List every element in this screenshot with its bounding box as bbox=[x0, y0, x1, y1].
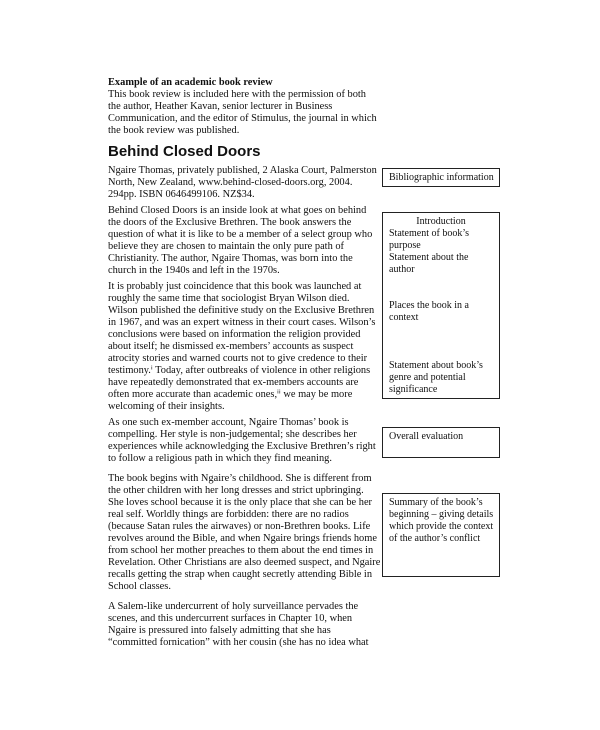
intro-note-line: Communication, and the editor of Stimulus, the journal in which bbox=[108, 113, 377, 124]
paragraph-line: question of what it is like to be a member of a select group who bbox=[108, 229, 373, 240]
note-line bbox=[389, 336, 499, 348]
paragraph-line: She loves school because it is the only place that she can be her bbox=[108, 497, 373, 508]
paragraph-line: School classes. bbox=[108, 581, 171, 592]
paragraph-line: real self. Worldly things are forbidden: there are no radios bbox=[108, 509, 349, 520]
note-line: beginning – giving details bbox=[389, 509, 494, 520]
note-overall-text: Overall evaluation bbox=[389, 431, 464, 442]
note-bibliographic-text: Bibliographic information bbox=[389, 172, 494, 183]
body-paragraph bbox=[108, 473, 408, 593]
body-paragraph bbox=[108, 601, 408, 649]
paragraph-line: The book begins with Ngaire’s childhood. She is different from bbox=[108, 473, 372, 484]
bibliographic-paragraph bbox=[108, 165, 408, 201]
paragraph-line: have repeatedly demonstrated that ex-members accounts are bbox=[108, 377, 359, 388]
paragraph-line: “committed fornication” with her cousin (she has no idea what bbox=[108, 637, 369, 648]
note-bibliographic bbox=[382, 168, 500, 187]
note-overall-evaluation bbox=[382, 427, 500, 458]
intro-note-line: the author, Heather Kavan, senior lecturer in Business bbox=[108, 101, 333, 112]
note-line: which provide the context bbox=[389, 521, 494, 532]
paragraph-line: about itself; he dismissed ex-members’ accounts as suspect bbox=[108, 341, 354, 352]
paragraph-line: (because Satan rules the airwaves) or non-Brethren books. Life bbox=[108, 521, 371, 532]
note-line bbox=[389, 276, 499, 288]
paragraph-line: church in the 1940s and left in the 1970s. bbox=[108, 265, 280, 276]
note-summary bbox=[382, 493, 500, 577]
paragraph-line: 294pp. ISBN 0646499106. NZ$34. bbox=[108, 189, 255, 200]
intro-note-line: the book review was published. bbox=[108, 125, 240, 136]
paragraph-line: conclusions were based on information the religion provided bbox=[108, 329, 361, 340]
note-line: Places the book in a bbox=[389, 300, 469, 311]
paragraph-line: It is probably just coincidence that this book was launched at bbox=[108, 281, 362, 292]
body-paragraph bbox=[108, 281, 408, 413]
paragraph-line: compelling. Her style is non-judgemental; she describes her bbox=[108, 429, 357, 440]
note-line: purpose bbox=[389, 240, 421, 251]
note-introduction bbox=[382, 212, 500, 399]
paragraph-line: Christianity. The author, Ngaire Thomas, was born into the bbox=[108, 253, 353, 264]
paragraph-line: atrocity stories and warned courts not to give credence to their bbox=[108, 353, 368, 364]
note-line: Statement of book’s bbox=[389, 228, 469, 239]
note-line: genre and potential bbox=[389, 372, 466, 383]
note-line bbox=[389, 324, 499, 336]
note-introduction-heading: Introduction bbox=[416, 216, 466, 227]
paragraph-line: As one such ex-member account, Ngaire Thomas’ book is bbox=[108, 417, 349, 428]
note-line: significance bbox=[389, 384, 438, 395]
note-line bbox=[389, 288, 499, 300]
paragraph-line: scenes, and this undercurrent surfaces in Chapter 10, when bbox=[108, 613, 353, 624]
note-line: Summary of the book’s bbox=[389, 497, 483, 508]
note-line: Statement about the bbox=[389, 252, 469, 263]
paragraph-line: recalls getting the strap when caught secretly attending Bible in bbox=[108, 569, 373, 580]
paragraph-line: revolves around the Bible, and when Ngaire brings friends home bbox=[108, 533, 377, 544]
paragraph-line: believe they are chosen to maintain the only pure path of bbox=[108, 241, 345, 252]
paragraph-line: to follow a religious path in which they find meaning. bbox=[108, 453, 332, 464]
paragraph-line: the other children with her long dresses and strict upbringing. bbox=[108, 485, 364, 496]
body-paragraph bbox=[108, 205, 408, 277]
paragraph-line: welcoming of their insights. bbox=[108, 401, 225, 412]
paragraph-line: testimony.ⁱ Today, after outbreaks of violence in other religions bbox=[108, 365, 371, 376]
intro-note bbox=[108, 77, 408, 136]
paragraph-line: A Salem-like undercurrent of holy surveillance pervades the bbox=[108, 601, 359, 612]
note-line: author bbox=[389, 264, 415, 275]
intro-heading: Example of an academic book review bbox=[108, 77, 273, 88]
note-line: of the author’s conflict bbox=[389, 533, 481, 544]
paragraph-line: Wilson published the definitive study on the Exclusive Brethren bbox=[108, 305, 375, 316]
paragraph-line: Ngaire Thomas, privately published, 2 Alaska Court, Palmerston bbox=[108, 165, 377, 176]
intro-note-line: This book review is included here with the permission of both bbox=[108, 89, 366, 100]
paragraph-line: Ngaire is pressured into falsely admitting that she has bbox=[108, 625, 331, 636]
paragraph-line: Behind Closed Doors is an inside look at what goes on behind bbox=[108, 205, 367, 216]
note-line bbox=[389, 348, 499, 360]
body-paragraph bbox=[108, 417, 408, 465]
paragraph-line: often more accurate than academic ones,ⁱⁱ we may be more bbox=[108, 389, 353, 400]
paragraph-line: the doors of the Exclusive Brethren. The book answers the bbox=[108, 217, 352, 228]
paragraph-line: Revelation. Other Christians are also deemed suspect, and Ngaire bbox=[108, 557, 381, 568]
paragraph-line: experiences while acknowledging the Exclusive Brethren’s right bbox=[108, 441, 376, 452]
paragraph-line: North, New Zealand, www.behind-closed-doors.org, 2004. bbox=[108, 177, 353, 188]
paragraph-line: in 1967, and was an expert witness in their court cases. Wilson’s bbox=[108, 317, 376, 328]
note-line: Statement about book’s bbox=[389, 360, 483, 371]
paragraph-line: roughly the same time that sociologist Bryan Wilson died. bbox=[108, 293, 350, 304]
page-title: Behind Closed Doors bbox=[108, 143, 261, 160]
note-line: context bbox=[389, 312, 419, 323]
paragraph-line: from school her mother preaches to them about the end times in bbox=[108, 545, 374, 556]
